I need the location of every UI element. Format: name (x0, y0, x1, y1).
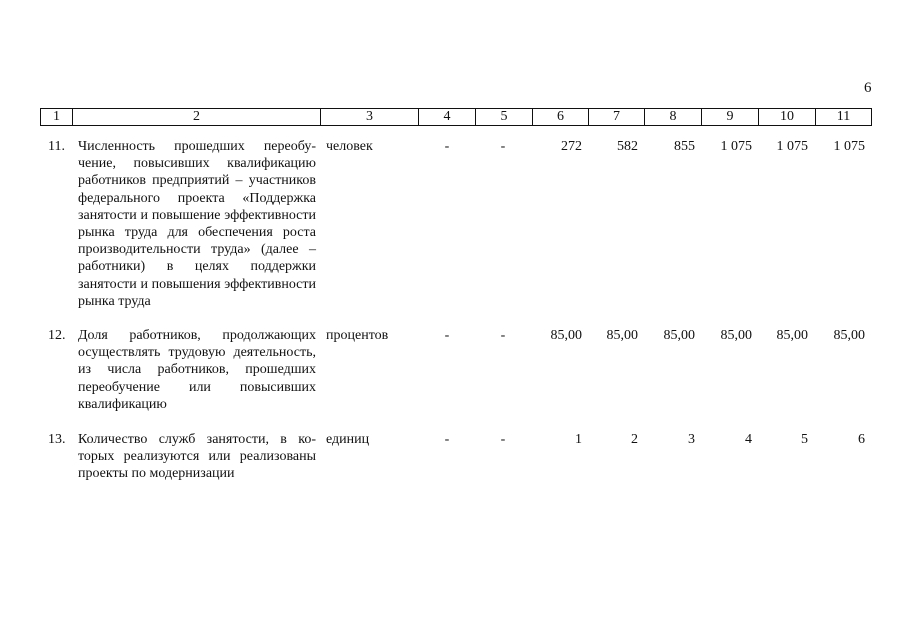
header-col-10: 10 (759, 109, 816, 126)
value-col-11: 85,00 (833, 328, 865, 343)
header-row (41, 109, 872, 126)
header-col-3: 3 (321, 109, 419, 126)
value-col-8: 855 (674, 139, 695, 154)
base-year: - (500, 139, 506, 154)
header-col-6: 6 (533, 109, 589, 126)
indicator-name: Доля работников, продолжающих осуществлять трудовую деятельность, из числа работников, прошедших переобучение или повысивших квалификацию (78, 328, 316, 412)
base-value: - (444, 432, 450, 447)
header-col-9: 9 (702, 109, 759, 126)
value-col-7: 582 (617, 139, 638, 154)
unit-of-measure: процентов (326, 328, 389, 343)
header-col-5: 5 (476, 109, 533, 126)
row-number: 12. (48, 328, 66, 343)
value-col-6: 85,00 (550, 328, 582, 343)
page-number: 6 (864, 80, 872, 96)
value-col-10: 5 (801, 432, 808, 447)
header-col-1: 1 (41, 109, 73, 126)
unit-of-measure: человек (326, 139, 373, 154)
header-col-11: 11 (816, 109, 872, 126)
indicator-name: Количество служб занятости, в которых реализуются или реализованы проекты по модернизации (78, 432, 316, 482)
header-col-7: 7 (589, 109, 645, 126)
base-value: - (444, 139, 450, 154)
value-col-6: 1 (575, 432, 582, 447)
indicator-name: Численность прошедших переобучение, повысивших квалификацию работников предприятий – участников федерального проекта «Поддержка занятости и повышение эффективности рынка труда для обеспечения роста производительности труда» (далее – работники) в целях поддержки занятости и повышения эффективности рынка труда (78, 139, 316, 309)
value-col-11: 1 075 (833, 139, 865, 154)
value-col-11: 6 (858, 432, 865, 447)
value-col-8: 3 (688, 432, 695, 447)
row-number: 13. (48, 432, 66, 447)
base-year: - (500, 432, 506, 447)
value-col-7: 2 (631, 432, 638, 447)
value-col-6: 272 (561, 139, 582, 154)
column-header-table (40, 108, 872, 126)
value-col-10: 1 075 (776, 139, 808, 154)
header-col-8: 8 (645, 109, 702, 126)
value-col-9: 4 (745, 432, 752, 447)
value-col-9: 85,00 (720, 328, 752, 343)
unit-of-measure: единиц (326, 432, 370, 447)
base-value: - (444, 328, 450, 343)
base-year: - (500, 328, 506, 343)
value-col-10: 85,00 (776, 328, 808, 343)
header-col-2: 2 (73, 109, 321, 126)
value-col-8: 85,00 (663, 328, 695, 343)
row-number: 11. (48, 139, 65, 154)
header-col-4: 4 (419, 109, 476, 126)
value-col-7: 85,00 (606, 328, 638, 343)
value-col-9: 1 075 (720, 139, 752, 154)
